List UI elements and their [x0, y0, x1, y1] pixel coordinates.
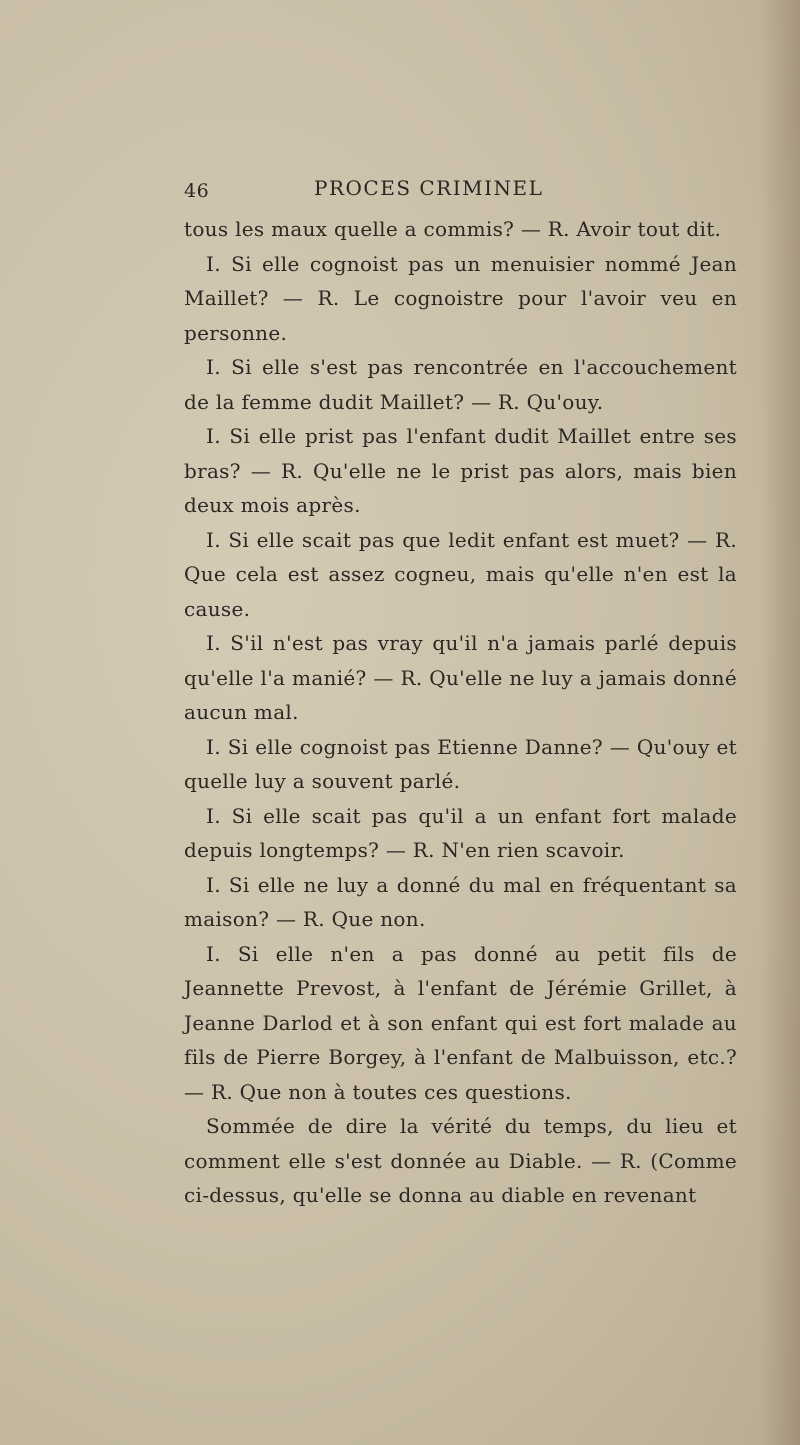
paragraph: Sommée de dire la vérité du temps, du lieu et comment elle s'est donnée au Diable. — R. (Comme ci-dessus, qu'elle se donna au diable en revenant	[184, 1114, 737, 1207]
paragraph: I. Si elle s'est pas rencontrée en l'accouchement de la femme dudit Maillet? — R. Qu'ouy.	[184, 355, 737, 414]
paragraph: I. Si elle scait pas que ledit enfant est muet? — R. Que cela est assez cogneu, mais qu'elle n'en est la cause.	[184, 527, 737, 621]
paragraph: I. Si elle cognoist pas un menuisier nommé Jean Maillet? — R. Le cognoistre pour l'avoir veu en personne.	[184, 251, 737, 345]
paragraph: I. Si elle n'en a pas donné au petit fils de Jeannette Prevost, à l'enfant de Jérémie Grillet, à Jeanne Darlod et à son enfant qui est fort malade au fils de Pierre Borgey, à l'enfant de Malbuisson, etc.? — R. Que non à toutes ces questions.	[184, 941, 737, 1104]
paragraph: I. Si elle ne luy a donné du mal en fréquentant sa maison? — R. Que non.	[184, 872, 737, 931]
page-edge-shadow	[760, 0, 800, 1445]
body-text	[184, 212, 737, 1213]
paragraph: I. Si elle cognoist pas Etienne Danne? — Qu'ouy et quelle luy a souvent parlé.	[184, 734, 737, 793]
running-title: PROCES CRIMINEL	[314, 176, 544, 200]
page-number: 46	[184, 180, 210, 202]
paragraph: I. Si elle prist pas l'enfant dudit Maillet entre ses bras? — R. Qu'elle ne le prist pas alors, mais bien deux mois après.	[184, 424, 737, 517]
paragraph: I. Si elle scait pas qu'il a un enfant fort malade depuis longtemps? — R. N'en rien scavoir.	[184, 803, 737, 862]
paragraph: tous les maux quelle a commis? — R. Avoir tout dit.	[184, 217, 722, 241]
paragraph: I. S'il n'est pas vray qu'il n'a jamais parlé depuis qu'elle l'a manié? — R. Qu'elle ne luy a jamais donné aucun mal.	[184, 631, 737, 724]
running-head	[184, 176, 734, 206]
